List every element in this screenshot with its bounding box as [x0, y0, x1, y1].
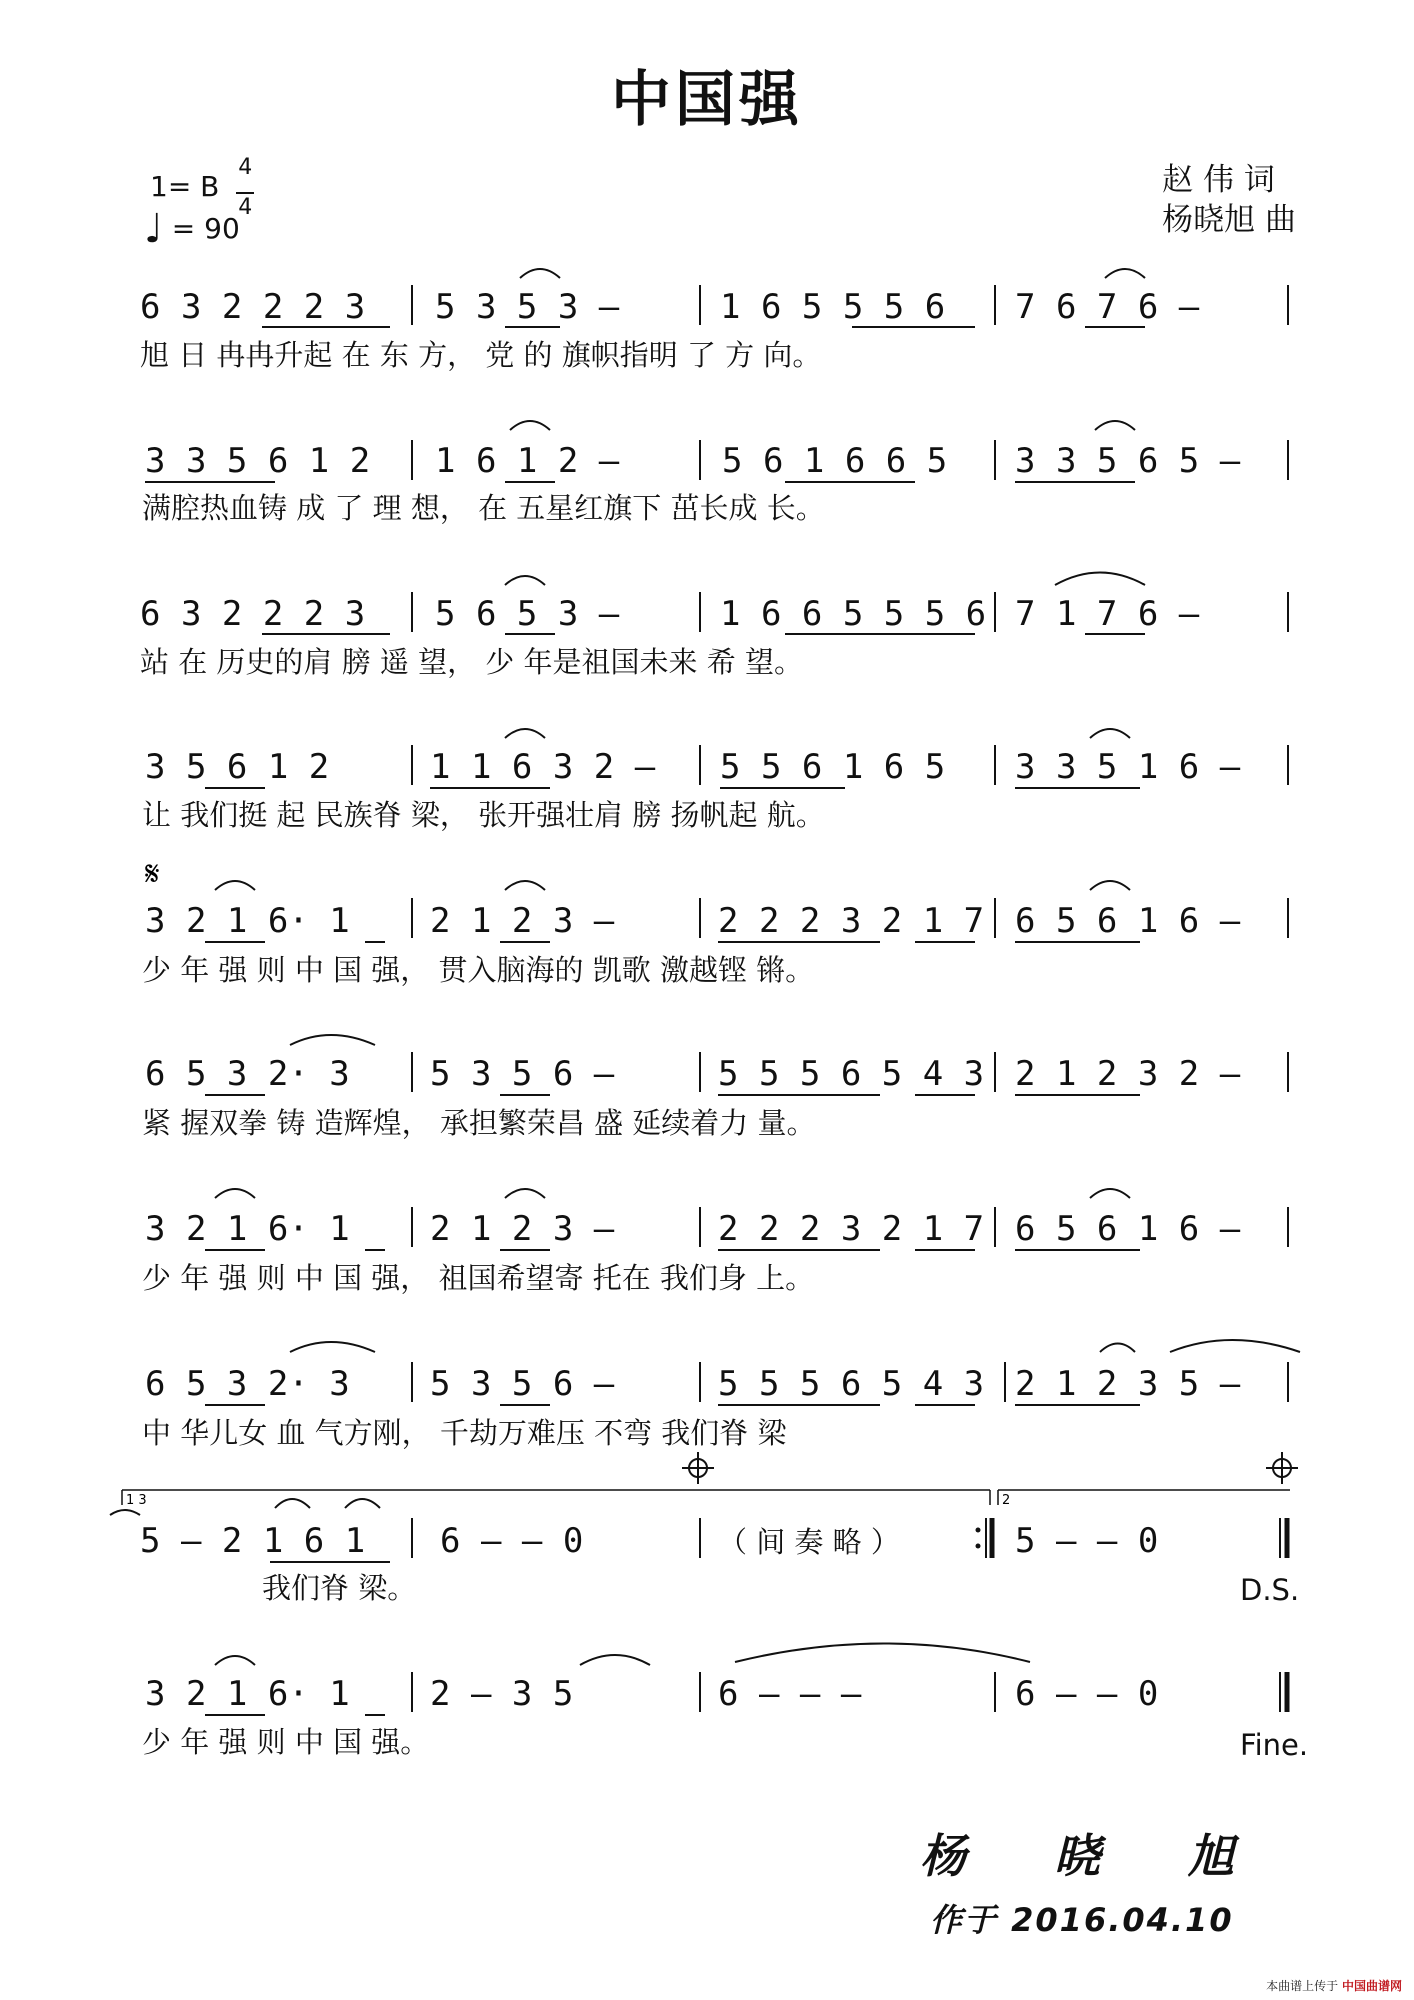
lyrics-line-6: 紧 握双拳 铸 造辉煌， 承担繁荣昌 盛 延续着力 量。 [142, 1106, 816, 1140]
notes-line-6d: 2 1 2 3 2 – [1015, 1054, 1241, 1094]
notes-line-2c: 5 6 1 6 6 5 [722, 441, 948, 481]
notes-line-7d: 6 5 6 1 6 – [1015, 1209, 1241, 1249]
lyrics-line-7: 少 年 强 则 中 国 强， 祖国希望寄 托在 我们身 上。 [142, 1261, 815, 1295]
author-signature: 杨 晓 旭 [920, 1829, 1271, 1883]
notes-line-10b: 2 – 3 5 [430, 1674, 574, 1714]
lyricist: 赵 伟 词 [1162, 162, 1275, 198]
tempo-value: = 90 [171, 212, 240, 245]
lyrics-line-3: 站 在 历史的肩 膀 遥 望， 少 年是祖国未来 希 望。 [140, 645, 803, 679]
notes-line-10d: 6 – – 0 [1015, 1674, 1159, 1714]
system-10 [142, 1644, 1308, 1763]
lyrics-line-4: 让 我们挺 起 民族脊 梁， 张开强壮肩 膀 扬帆起 航。 [142, 798, 825, 832]
system-9 [110, 1490, 1299, 1607]
notes-line-3d: 7 1 7 6 – [1015, 594, 1200, 634]
notes-line-2: 3 3 5 6 1 2 [145, 441, 371, 481]
interlude-label: （ 间 奏 略 ） [718, 1525, 900, 1559]
composer: 杨晓旭 曲 [1162, 202, 1296, 238]
notes-line-8c: 5 5 5 6 5 4 3 [718, 1364, 985, 1404]
system-8 [142, 1340, 1300, 1484]
segno-icon: 𝄋 [145, 854, 160, 894]
notes-line-10: 3 2 1 6· 1 [145, 1674, 350, 1714]
notes-line-3: 6 3 2 2 2 3 [140, 594, 366, 634]
notes-line-1c: 1 6 5 5 5 6 [720, 287, 946, 327]
coda-icon [1266, 1452, 1298, 1484]
notes-line-8d: 2 1 2 3 5 – [1015, 1364, 1241, 1404]
notes-line-9d: 5 – – 0 [1015, 1521, 1159, 1561]
notes-line-9b: 6 – – 0 [440, 1521, 584, 1561]
notes-line-5b: 2 1 2 3 – [430, 901, 615, 941]
upload-credit [1266, 1977, 1402, 1994]
system-3 [140, 573, 1288, 680]
notes-line-10c: 6 – – – [718, 1674, 862, 1714]
notes-line-1b: 5 3 5 3 – [435, 287, 620, 327]
notes-line-4c: 5 5 6 1 6 5 [720, 747, 946, 787]
notes-line-5: 3 2 1 6· 1 [145, 901, 350, 941]
notes-line-4: 3 5 6 1 2 [145, 747, 330, 787]
lyrics-line-5: 少 年 强 则 中 国 强， 贯入脑海的 凯歌 激越铿 锵。 [142, 953, 815, 987]
notes-line-4b: 1 1 6 3 2 – [430, 747, 656, 787]
time-numerator: 4 [238, 155, 253, 180]
notes-line-7b: 2 1 2 3 – [430, 1209, 615, 1249]
system-1 [140, 269, 1288, 372]
volta-1: 1 3 [126, 1493, 147, 1508]
notes-line-3b: 5 6 5 3 – [435, 594, 620, 634]
notes-line-8b: 5 3 5 6 – [430, 1364, 615, 1404]
song-title: 中国强 [611, 65, 803, 135]
lyrics-line-2: 满腔热血铸 成 了 理 想， 在 五星红旗下 茁长成 长。 [142, 491, 825, 525]
notes-line-7c: 2 2 2 3 2 1 7 [718, 1209, 985, 1249]
system-2 [142, 421, 1288, 525]
notes-line-1: 6 3 2 2 2 3 [140, 287, 366, 327]
lyrics-line-9: 我们脊 梁。 [262, 1571, 417, 1605]
quarter-note-icon: ♩ [144, 206, 163, 252]
notes-line-5d: 6 5 6 1 6 – [1015, 901, 1241, 941]
upload-prefix: 本曲谱上传于 [1266, 1979, 1339, 1993]
coda-icon [682, 1452, 714, 1484]
ds-marking: D.S. [1240, 1573, 1300, 1607]
notes-line-5c: 2 2 2 3 2 1 7 [718, 901, 985, 941]
lyrics-line-8: 中 华儿女 血 气方刚， 千劫万难压 不弯 我们脊 梁 [142, 1416, 787, 1450]
notes-line-1d: 7 6 7 6 – [1015, 287, 1200, 327]
site-brand: 中国曲谱网 [1341, 1979, 1402, 1993]
lyrics-line-1: 旭 日 冉冉升起 在 东 方， 党 的 旗帜指明 了 方 向。 [140, 338, 822, 372]
notes-line-2b: 1 6 1 2 – [435, 441, 620, 481]
time-denominator: 4 [238, 195, 253, 220]
system-4 [142, 729, 1288, 832]
volta-2: 2 [1002, 1493, 1011, 1508]
notes-line-6c: 5 5 5 6 5 4 3 [718, 1054, 985, 1094]
system-6 [142, 1035, 1288, 1140]
system-7 [142, 1189, 1288, 1295]
system-5 [142, 854, 1288, 987]
notes-line-6: 6 5 3 2· 3 [145, 1054, 350, 1094]
notes-line-9: 5 – 2 1 6 1 [140, 1521, 366, 1561]
fine-marking: Fine. [1240, 1728, 1309, 1762]
lyrics-line-10: 少 年 强 则 中 国 强。 [142, 1725, 430, 1759]
notes-line-7: 3 2 1 6· 1 [145, 1209, 350, 1249]
notes-line-4d: 3 3 5 1 6 – [1015, 747, 1241, 787]
notes-line-3c: 1 6 6 5 5 5 6 [720, 594, 987, 634]
notes-line-6b: 5 3 5 6 – [430, 1054, 615, 1094]
notes-line-8: 6 5 3 2· 3 [145, 1364, 350, 1404]
notes-line-2d: 3 3 5 6 5 – [1015, 441, 1241, 481]
composition-date: 作于 2016.04.10 [930, 1901, 1234, 1939]
key-label: 1= B [150, 170, 220, 203]
